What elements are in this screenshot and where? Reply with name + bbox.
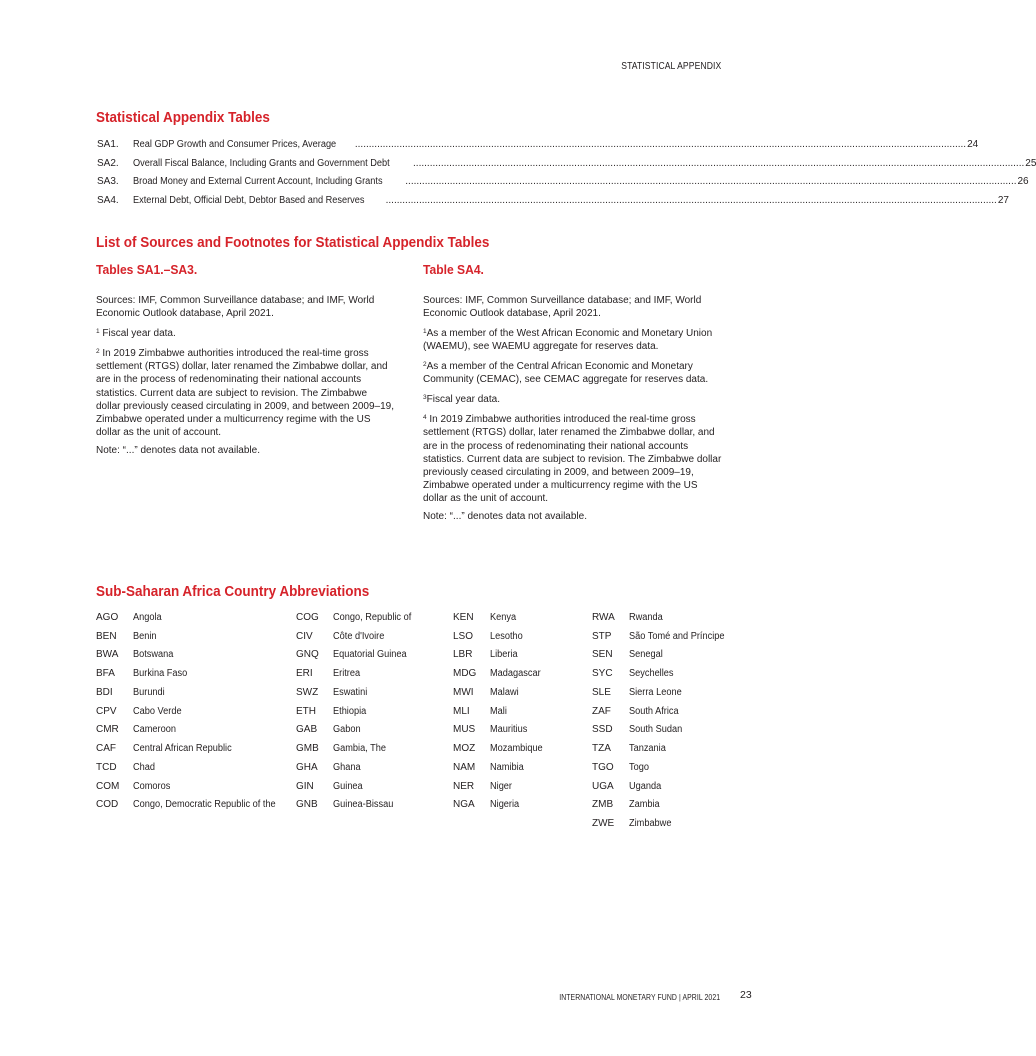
note-text: Note: “...” denotes data not available. [96,445,260,457]
sources-text: Sources: IMF, Common Surveillance database; and IMF, World Economic Outlook database, April 2021. [423,295,702,320]
footnote-text: In 2019 Zimbabwe authorities introduced the real-time gross settlement (RTGS) dollar, later renamed the Zimbabwe dollar, and are in the process of redenominating their national accounts statistics. Current data are subject to revision. The Zimbabwe dollar previously ceased circulating in 2009, and between 2009–19, Zimbabwe operated under a multicurrency regime with the US dollar as the unit of account. [423,414,722,505]
country-name: Namibia [490,761,524,773]
abbr-row [96,739,288,758]
left-subheading: Tables SA1.–SA3. [96,262,198,277]
country-code: NER [453,780,475,792]
country-code: ETH [296,705,316,717]
country-name: Comoros [133,780,171,792]
toc-item[interactable] [97,194,1009,214]
country-name: Cabo Verde [133,705,182,717]
footer-publication: INTERNATIONAL MONETARY FUND | APRIL 2021 [559,993,720,1002]
country-code: ZAF [592,705,611,717]
country-name: Uganda [629,780,662,792]
country-name: São Tomé and Príncipe [629,630,725,642]
toc-heading: Statistical Appendix Tables [96,110,270,126]
toc-leader-dots: ............................................................................................................................................................................................................................ [413,157,1025,169]
footnote-number: 1 [423,328,427,336]
country-code: KEN [453,611,474,623]
country-code: GNQ [296,649,319,661]
country-code: STP [592,630,612,642]
country-name: Burundi [133,686,165,698]
country-code: GIN [296,780,314,792]
country-code: GHA [296,761,318,773]
footnote-number: 2 [96,347,100,355]
abbr-row [96,758,288,777]
country-code: GAB [296,724,318,736]
country-code: MOZ [453,743,476,755]
country-code: SWZ [296,686,319,698]
country-name: Botswana [133,649,174,661]
abbr-row [453,721,547,740]
abbr-row [453,646,547,665]
country-name: Mozambique [490,743,543,755]
abbr-row [296,664,418,683]
country-code: SEN [592,649,613,661]
country-name: Benin [133,630,157,642]
abbr-row [453,758,547,777]
country-name: Côte d'Ivoire [333,630,385,642]
country-name: Cameroon [133,724,176,736]
abbr-row [453,739,547,758]
country-code: MWI [453,686,474,698]
country-name: Rwanda [629,611,663,623]
toc-item-id: SA1. [97,139,119,150]
footnote-number: 4 [423,414,427,422]
abbr-row [453,777,547,796]
abbr-row [592,796,733,815]
country-code: MUS [453,724,476,736]
country-code: SSD [592,724,613,736]
country-code: UGA [592,780,614,792]
country-code: SLE [592,686,611,698]
country-name: Tanzania [629,743,666,755]
country-name: South Africa [629,705,679,717]
abbr-row [296,758,418,777]
right-subheading: Table SA4. [423,262,484,277]
country-name: Seychelles [629,668,674,680]
country-code: TCD [96,761,117,773]
country-code: CIV [296,630,313,642]
country-code: CAF [96,743,116,755]
country-name: Niger [490,780,512,792]
toc-leader-dots: ............................................................................................................................................................................................................................ [354,139,967,150]
abbr-row [296,702,418,721]
abbr-row [453,627,547,646]
country-code: RWA [592,611,615,623]
footnote [423,358,723,386]
country-name: Zambia [629,799,660,811]
abbr-row [96,702,288,721]
toc-item-page: 26 [1017,176,1029,187]
country-code: AGO [96,611,119,623]
abbr-row [592,627,733,646]
footnote [96,345,394,439]
country-name: Togo [629,761,649,773]
country-code: COD [96,799,119,811]
country-code: TGO [592,761,614,773]
footnote-text: As a member of the West African Economic and Monetary Union (WAEMU), see WAEMU aggregate for reserves data. [423,328,713,353]
country-name: Congo, Republic of [333,611,412,623]
abbr-row [592,646,733,665]
abbr-row [453,702,547,721]
note-text: Note: “...” denotes data not available. [423,511,587,523]
abbr-row [96,683,288,702]
footnote-text: In 2019 Zimbabwe authorities introduced the real-time gross settlement (RTGS) dollar, later renamed the Zimbabwe dollar, and are in the process of redenominating their national accounts statistics. Current data are subject to revision. The Zimbabwe dollar previously ceased circulating in 2009, and between 2009–19, Zimbabwe operated under a multicurrency regime with the US dollar as the unit of account. [96,347,394,439]
abbr-row [592,608,733,627]
abbreviations-heading: Sub-Saharan Africa Country Abbreviations [96,584,370,600]
abbr-row [96,796,288,815]
country-name: Gambia, The [333,743,387,755]
footnote-text: As a member of the Central African Economic and Monetary Community (CEMAC), see CEMAC aggregate for reserves data. [423,361,709,386]
toc-item[interactable] [97,157,1036,177]
country-code: TZA [592,743,611,755]
toc-item-id: SA4. [97,194,119,206]
toc-item-page: 24 [967,139,979,150]
abbr-row [592,758,733,777]
toc-item-page: 25 [1025,157,1036,169]
country-name: Lesotho [490,630,523,642]
abbr-row [592,683,733,702]
country-code: MLI [453,705,470,717]
abbr-row [453,664,547,683]
abbr-row [453,683,547,702]
country-name: Ethiopia [333,705,367,717]
toc-item[interactable] [97,139,979,158]
abbr-column [296,608,418,814]
country-code: LSO [453,630,474,642]
footnote-text: Fiscal year data. [102,328,176,340]
country-name: Mali [490,705,507,717]
country-name: Eswatini [333,686,368,698]
right-notes [423,294,723,528]
country-name: Angola [133,611,162,623]
country-name: Congo, Democratic Republic of the [133,799,276,811]
abbr-row [592,664,733,683]
country-code: COG [296,611,319,623]
country-name: Sierra Leone [629,686,682,698]
abbr-row [296,683,418,702]
country-name: Equatorial Guinea [333,649,407,661]
country-code: BFA [96,668,115,680]
country-name: Nigeria [490,799,520,811]
abbr-row [592,777,733,796]
country-code: CMR [96,724,119,736]
abbr-row [296,627,418,646]
country-code: BDI [96,686,113,698]
country-name: Zimbabwe [629,818,672,830]
country-code: ZWE [592,818,615,830]
country-code: BEN [96,630,117,642]
country-code: GNB [296,799,318,811]
abbr-row [296,721,418,740]
country-code: SYC [592,668,613,680]
footnote-number: 2 [423,361,427,369]
country-name: South Sudan [629,724,683,736]
abbr-row [96,608,288,627]
abbr-row [296,646,418,665]
sources-heading: List of Sources and Footnotes for Statistical Appendix Tables [96,235,490,251]
footnote [423,325,723,353]
country-name: Senegal [629,649,663,661]
abbr-row [296,796,418,815]
country-code: CPV [96,705,117,717]
running-header: STATISTICAL APPENDIX [620,61,721,72]
country-name: Ghana [333,761,361,773]
abbr-row [296,608,418,627]
abbr-row [592,702,733,721]
toc-leader-dots: ............................................................................................................................................................................................................................ [405,176,1017,187]
left-notes [96,294,394,462]
country-name: Malawi [490,686,519,698]
toc-item-title: Overall Fiscal Balance, Including Grants and Government Debt [133,157,390,169]
toc-item[interactable] [97,176,1029,195]
abbr-row [96,664,288,683]
country-code: COM [96,780,120,792]
country-name: Gabon [333,724,361,736]
abbr-row [296,739,418,758]
toc-leader-dots: ............................................................................................................................................................................................................................ [385,194,997,206]
abbr-row [96,777,288,796]
country-name: Guinea [333,780,363,792]
abbr-column [592,608,733,833]
footnote-text: Fiscal year data. [426,394,500,406]
country-name: Madagascar [490,668,541,680]
footnote-number: 1 [96,328,100,336]
abbr-column [96,608,288,814]
country-name: Eritrea [333,668,361,680]
toc-item-id: SA3. [97,176,119,187]
country-code: NAM [453,761,476,773]
abbr-row [592,721,733,740]
country-code: NGA [453,799,475,811]
toc-item-page: 27 [997,194,1009,206]
toc-list [97,139,1036,213]
country-name: Liberia [490,649,518,661]
country-code: BWA [96,649,119,661]
toc-item-title: External Debt, Official Debt, Debtor Based and Reserves [133,194,365,206]
sources-text: Sources: IMF, Common Surveillance database; and IMF, World Economic Outlook database, April 2021. [96,295,375,320]
footnote [96,325,394,340]
abbr-row [453,796,547,815]
country-name: Chad [133,761,155,773]
country-name: Burkina Faso [133,668,188,680]
abbr-row [592,739,733,758]
abbr-row [592,814,733,833]
country-code: MDG [453,668,477,680]
country-code: ERI [296,668,313,680]
country-code: LBR [453,649,473,661]
toc-item-title: Real GDP Growth and Consumer Prices, Average [133,139,337,150]
footnote [423,391,723,406]
country-code: GMB [296,743,319,755]
abbr-row [453,608,547,627]
abbr-row [96,646,288,665]
country-name: Guinea-Bissau [333,799,394,811]
abbr-row [296,777,418,796]
footnote-number: 3 [423,394,427,402]
toc-item-id: SA2. [97,157,119,169]
country-name: Kenya [490,611,517,623]
country-code: ZMB [592,799,614,811]
abbr-column [453,608,547,814]
footnote [423,411,723,505]
page-number: 23 [740,989,752,1001]
abbr-row [96,627,288,646]
abbr-row [96,721,288,740]
country-name: Mauritius [490,724,528,736]
toc-item-title: Broad Money and External Current Account, Including Grants [133,176,383,187]
country-name: Central African Republic [133,743,232,755]
